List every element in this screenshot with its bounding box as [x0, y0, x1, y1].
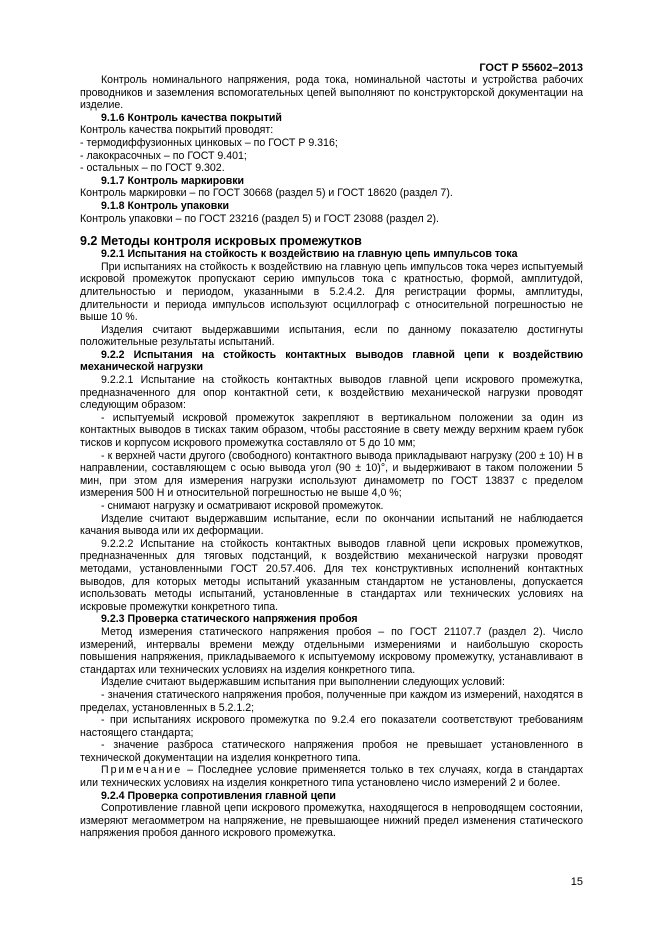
- paragraph: 9.2.2.1 Испытание на стойкость контактных выводов главной цепи искрового промежутка, предназначенного для опор контактной сети, к воздействию механической нагрузки проводят следующим образом:: [80, 374, 583, 412]
- note-label: Примечание: [101, 764, 183, 777]
- paragraph: - снимают нагрузку и осматривают искровой промежуток.: [101, 500, 384, 512]
- paragraph-list: [80, 74, 583, 764]
- paragraph: Изделия считают выдержавшими испытания, если по данному показателю достигнуты положительные результаты испытаний.: [80, 323, 583, 349]
- paragraph: Контроль маркировки – по ГОСТ 30668 (раздел 5) и ГОСТ 18620 (раздел 7).: [80, 187, 453, 200]
- page-number: 15: [570, 876, 583, 888]
- paragraph: Сопротивление главной цепи искрового промежутка, находящегося в непроводящем состоянии, измеряют мегаомметром на напряжение, не превышающее нижний предел изменения статического напряжения пробоя данного искрового промежутка.: [80, 802, 583, 840]
- subsection-heading: 9.2.4 Проверка сопротивления главной цепи: [101, 789, 336, 802]
- paragraph: - при испытаниях искрового промежутка по 9.2.4 его показатели соответствуют требованиям настоящего стандарта;: [80, 714, 583, 739]
- paragraph: Изделие считают выдержавшим испытание, если по окончании испытаний не наблюдается качания вывода или их деформации.: [80, 512, 583, 538]
- tail-paragraph-list: [80, 790, 583, 840]
- subsection-heading: 9.1.6 Контроль качества покрытий: [101, 111, 282, 124]
- paragraph: - термодиффузионных цинковых – по ГОСТ Р 9.316;: [80, 136, 338, 149]
- note-text: – Последнее условие применяется только в тех случаях, когда в стандартах или технических условиях на изделия конкретного типа установлено число измерений 2 и более.: [80, 764, 583, 790]
- paragraph: Метод измерения статического напряжения пробоя – по ГОСТ 21107.7 (раздел 2). Число измерений, интервалы времени между отдельными измерениями и наибольшую скорость повышения напряжения, прикладываемого к испытуемому искровому промежутку, устанавливают в стандартах или технических условиях на изделия конкретного типа.: [80, 625, 583, 676]
- paragraph: - испытуемый искровой промежуток закрепляют в вертикальном положении за один из контактных выводов в тисках таким образом, чтобы расстояние в свету между верхним краем губок тисков и корпусом искрового промежутка составляло от 5 до 10 мм;: [80, 411, 583, 450]
- paragraph: - значения статического напряжения пробоя, полученные при каждом из измерений, находятся в пределах, установленных в 5.2.1.2;: [80, 688, 583, 714]
- paragraph: - лакокрасочных – по ГОСТ 9.401;: [80, 149, 247, 162]
- paragraph: 9.2.2.2 Испытание на стойкость контактных выводов главной цепи искровых промежутков, предназначенных для тяговых подстанций, к воздействию механической нагрузки проводят методами, установленными ГОСТ 20.57.406. Для тех конструктивных исполнений контактных выводов, для которых методы испытаний указанным стандартом не установлены, допускается использовать методы испытаний, установленные в стандартах или технических условиях на искровые промежутки конкретного типа.: [80, 537, 583, 613]
- subsection-heading: 9.1.8 Контроль упаковки: [101, 199, 230, 212]
- paragraph: Контроль упаковки – по ГОСТ 23216 (раздел 5) и ГОСТ 23088 (раздел 2).: [80, 212, 439, 225]
- paragraph: - остальных – по ГОСТ 9.302.: [80, 162, 225, 175]
- subsection-heading: 9.1.7 Контроль маркировки: [101, 174, 245, 187]
- subsection-heading: 9.2.1 Испытания на стойкость к воздействию на главную цепь импульсов тока: [101, 248, 518, 261]
- paragraph: При испытаниях на стойкость к воздействию на главную цепь импульсов тока через испытуемый искровой промежуток пропускают серию импульсов тока с кратностью, формой, амплитудой, длительностью и периодом, указанными в 5.2.4.2. Для регистрации формы, амплитуды, длительности и периода импульсов используют осциллограф с относительной погрешностью не выше 10 %.: [80, 260, 583, 324]
- subsection-heading: 9.2.2 Испытания на стойкость контактных выводов главной цепи к воздействию механической нагрузки: [80, 348, 583, 374]
- section-heading: 9.2 Методы контроля искровых промежутков: [80, 234, 362, 249]
- paragraph: Контроль качества покрытий проводят:: [80, 124, 274, 137]
- paragraph: - значение разброса статического напряжения пробоя не превышает установленного в технической документации на изделия конкретного типа.: [80, 739, 583, 764]
- document-body: [80, 74, 583, 840]
- paragraph: - к верхней части другого (свободного) контактного вывода прикладывают нагрузку (200 ± 10) Н в направлении, составляющем с осью вывода угол (90 ± 10)°, и выдерживают в таком положении 5 мин, при этом для измерения нагрузки используют динамометр по ГОСТ 13837 с пределом измерения 500 Н и относительной погрешностью не выше 4,0 %;: [80, 449, 583, 500]
- paragraph: Контроль номинального напряжения, рода тока, номинальной частоты и устройства рабочих проводников и заземления вспомогательных цепей выполняют по конструкторской документации на изделие.: [80, 74, 583, 112]
- note-paragraph: [80, 764, 583, 789]
- subsection-heading: 9.2.3 Проверка статического напряжения пробоя: [101, 613, 358, 626]
- document-header: ГОСТ Р 55602–2013: [479, 62, 583, 74]
- paragraph: Изделие считают выдержавшим испытания при выполнении следующих условий:: [101, 676, 505, 689]
